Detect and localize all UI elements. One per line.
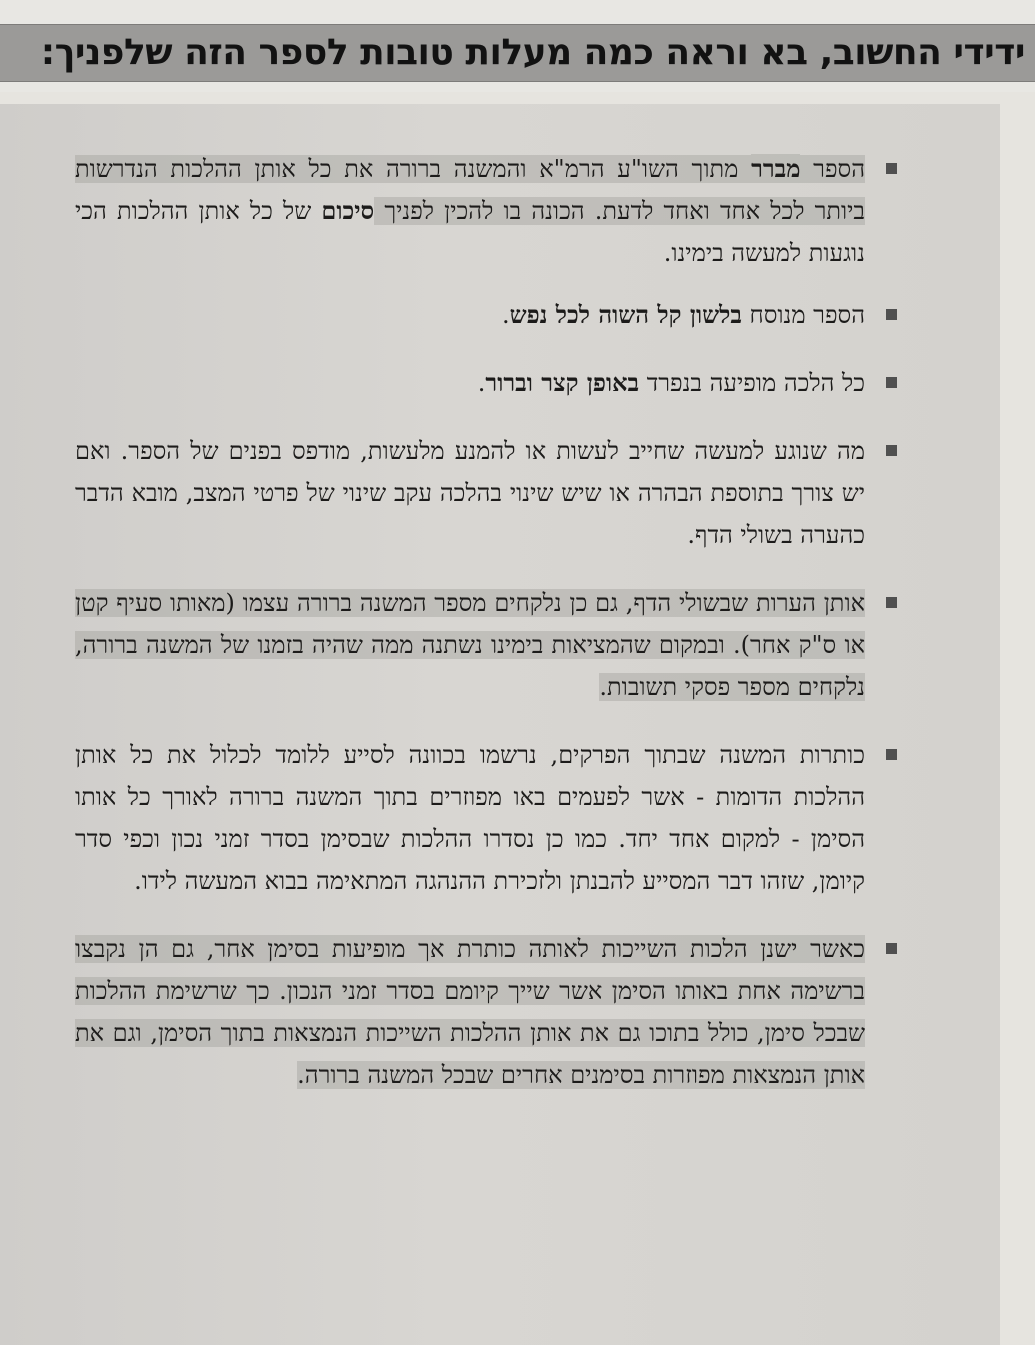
bullet-square-icon <box>886 163 897 174</box>
text-run: כל הלכה מופיעה בנפרד <box>639 369 865 397</box>
bullet-text: מה שנוגע למעשה שחייב לעשות או להמנע מלעשות, מודפס בפנים של הספר. ואם יש צורך בתוספת הבהרה או שיש שינוי בהלכה עקב שינוי של פרטי המצב, מובא הדבר כהערה בשולי הדף. <box>75 437 866 549</box>
bullet-item-3 <box>75 362 865 404</box>
text-run: מתוך השו"ע הרמ"א והמשנה ברורה את כל אותן ההלכות הנדרשות ביותר לכל אחד ואחד לדעת. הכונה בו להכין לפניך <box>75 155 865 225</box>
bullet-text <box>478 369 865 397</box>
page-title: ידידי החשוב, בא וראה כמה מעלות טובות לספר הזה שלפניך: <box>40 32 1025 73</box>
bullet-square-icon <box>886 309 897 320</box>
bullet-square-icon <box>886 597 897 608</box>
text-run: הספר <box>800 155 865 183</box>
title-bar <box>0 24 1035 82</box>
bullet-square-icon <box>886 377 897 388</box>
header-band <box>0 0 1035 92</box>
bullet-text: כותרות המשנה שבתוך הפרקים, נרשמו בכוונה לסייע ללומד לכלול את כל אותן ההלכות הדומות - אשר לפעמים באו מפוזרים בתוך המשנה ברורה לאורך כל אותו הסימן - למקום אחד יחד. כמו כן נסדרו ההלכות שבסימן בסדר זמני נכון וכפי סדר קיומן, שזהו דבר המסייע להבנתן ולזכירת ההנהגה המתאימה בבוא המעשה לידו. <box>75 741 865 895</box>
bullet-square-icon <box>886 445 897 456</box>
bullet-item-2 <box>75 294 865 336</box>
bold-text: באופן קצר וברור <box>485 368 640 397</box>
bullet-item-1 <box>75 148 865 274</box>
bullet-text <box>502 301 865 329</box>
bullet-item-4 <box>75 430 865 556</box>
bullet-text: כאשר ישנן הלכות השייכות לאותה כותרת אך מופיעות בסימן אחר, גם הן נקבצו ברשימה אחת באותו הסימן אשר שייך קיומם בסדר זמני הנכון. כך שרשימת ההלכות שבכל סימן, כולל בתוכו גם את אותן ההלכות השייכות הנמצאות בתוך הסימן, וגם את אותן הנמצאות מפוזרות בסימנים אחרים שבכל המשנה ברורה. <box>75 935 866 1089</box>
bold-text: סיכום <box>321 196 375 225</box>
bold-text: מברר <box>751 154 801 183</box>
bullet-square-icon <box>886 749 897 760</box>
bullet-item-5 <box>75 582 865 708</box>
bullet-item-7 <box>75 928 865 1096</box>
bullet-item-6 <box>75 734 865 902</box>
bullet-text <box>75 155 865 267</box>
bullet-text: אותן הערות שבשולי הדף, גם כן נלקחים מספר המשנה ברורה עצמו (מאותו סעיף קטן או ס"ק אחר). ובמקום שהמציאות בימינו נשתנה ממה שהיה בזמנו של המשנה ברורה, נלקחים מספר פסקי תשובות. <box>75 589 865 701</box>
bullet-list <box>75 148 865 1096</box>
bullet-square-icon <box>886 943 897 954</box>
bold-text: בלשון קל השוה לכל נפש <box>509 300 742 329</box>
text-run: הספר מנוסח <box>741 301 865 329</box>
text-run: . <box>477 369 486 397</box>
text-run: . <box>501 301 510 329</box>
text-run: של כל אותן ההלכות הכי נוגעות למעשה בימינו. <box>75 197 865 267</box>
